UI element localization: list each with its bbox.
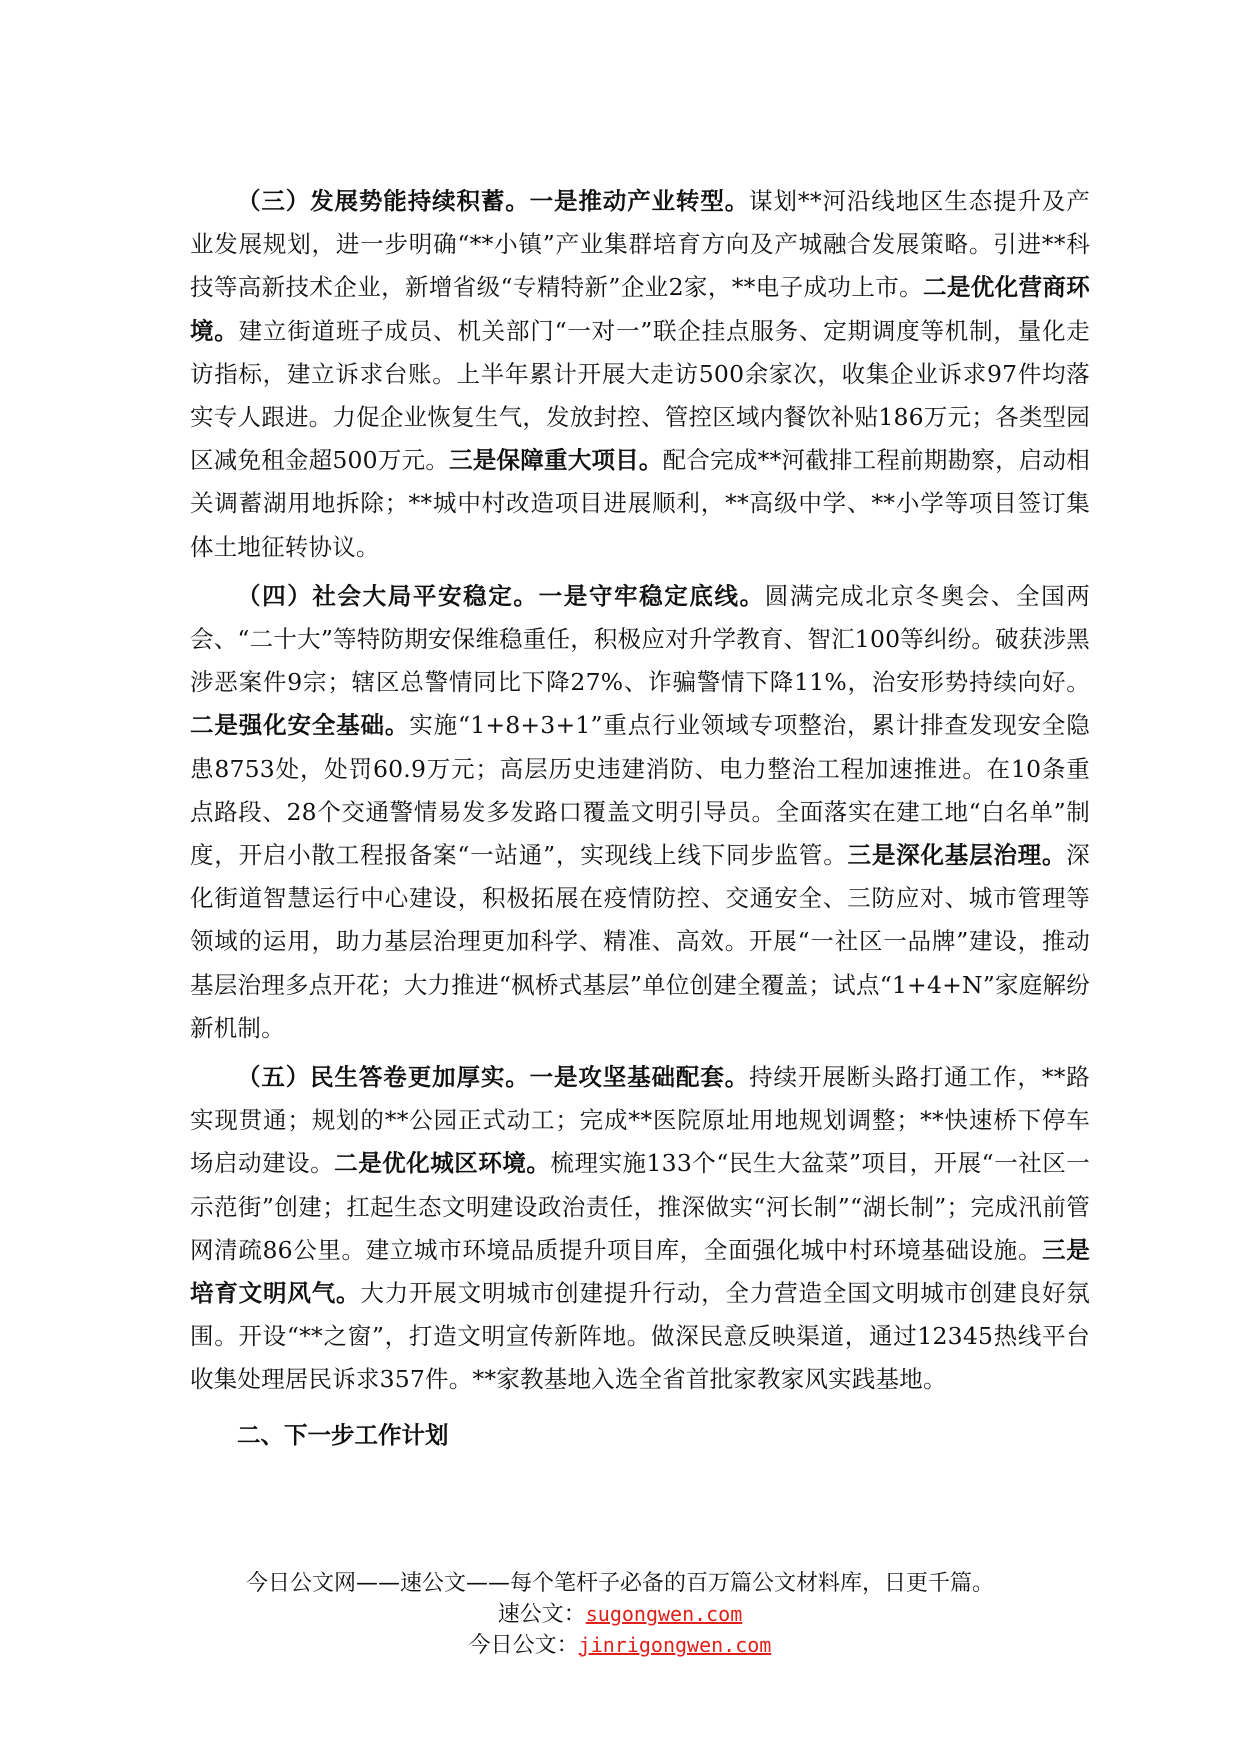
bold-phrase: （三）发展势能持续积蓄。 xyxy=(237,187,530,215)
body-text: 建立街道班子成员、机关部门“一对一”联企挂点服务、定期调度等机制，量化走访指标，建立诉求台账。上半年累计开展大走访500余家次，收集企业诉求97件均落实专人跟进。力促企业恢复生气，发放封控、管控区域内餐饮补贴186万元；各类型园区减免租金超500万元。 xyxy=(190,316,1090,475)
body-text: 实施“1+8+3+1”重点行业领域专项整治，累计排查发现安全隐患8753处，处罚60.9万元；高层历史违建消防、电力整治工程加速推进。在10条重点路段、28个交通警情易发多发路口覆盖文明引导员。全面落实在建工地“白名单”制度，开启小散工程报备案“一站通”，实现线上线下同步监管。 xyxy=(190,711,1090,870)
document-body xyxy=(190,180,1090,1457)
footer-jinrigongwen-label: 今日公文： xyxy=(468,1633,579,1658)
body-text: 持续开展断头路打通工作，**路实现贯通；规划的**公园正式动工；完成**医院原址用地规划调整；**快速桥下停车场启动建设。 xyxy=(190,1063,1090,1178)
bold-phrase: 三是培育文明风气。 xyxy=(190,1235,1090,1308)
footer-sugongwen-row xyxy=(0,1599,1240,1630)
footer-sugongwen-link[interactable]: sugongwen.com xyxy=(585,1602,743,1626)
body-text: 配合完成**河截排工程前期勘察，启动相关调蓄湖用地拆除；**城中村改造项目进展顺利，**高级中学、**小学等项目签订集体土地征转协议。 xyxy=(190,446,1090,561)
footer-jinrigongwen-row xyxy=(0,1630,1240,1661)
bold-phrase: 一是推动产业转型。 xyxy=(529,187,750,215)
paragraph-livelihood xyxy=(190,1056,1090,1402)
bold-phrase: 一是攻坚基础配套。 xyxy=(529,1063,750,1092)
bold-phrase: 二是优化城区环境。 xyxy=(334,1149,551,1178)
body-text: 梳理实施133个“民生大盆菜”项目，开展“一社区一示范街”创建；扛起生态文明建设政治责任，推深做实“河长制”“湖长制”；完成汛前管网清疏86公里。建立城市环境品质提升项目库，全面强化城中村环境基础设施。 xyxy=(190,1149,1090,1264)
paragraph-development-momentum xyxy=(190,180,1090,569)
bold-phrase: 三是保障重大项目。 xyxy=(449,446,663,475)
bold-phrase: （五）民生答卷更加厚实。 xyxy=(237,1063,530,1092)
bold-phrase: 二是强化安全基础。 xyxy=(190,711,410,740)
footer-slogan: 今日公文网——速公文——每个笔杆子必备的百万篇公文材料库，日更千篇。 xyxy=(245,1571,994,1596)
footer xyxy=(0,1568,1240,1661)
bold-phrase: （四）社会大局平安稳定。 xyxy=(237,581,539,610)
section-heading-next-plan: 二、下一步工作计划 xyxy=(237,1420,449,1449)
body-text: 圆满完成北京冬奥会、全国两会、“二十大”等特防期安保维稳重任，积极应对升学教育、智汇100等纠纷。破获涉黑涉恶案件9宗；辖区总警情同比下降27%、诈骗警情下降11%，治安形势持续向好。 xyxy=(190,581,1090,697)
bold-phrase: 二是优化营商环境。 xyxy=(190,273,1090,345)
bold-phrase: 三是深化基层治理。 xyxy=(847,841,1067,870)
bold-phrase: 一是守牢稳定底线。 xyxy=(538,581,765,610)
body-text: 大力开展文明城市创建提升行动，全力营造全国文明城市创建良好氛围。开设“**之窗”，打造文明宣传新阵地。做深民意反映渠道，通过12345热线平台收集处理居民诉求357件。**家教基地入选全省首批家教家风实践基地。 xyxy=(190,1279,1090,1394)
paragraph-social-stability xyxy=(190,575,1090,1050)
footer-jinrigongwen-link[interactable]: jinrigongwen.com xyxy=(578,1633,772,1657)
footer-sugongwen-label: 速公文： xyxy=(497,1602,586,1627)
body-text: 深化街道智慧运行中心建设，积极拓展在疫情防控、交通安全、三防应对、城市管理等领域的运用，助力基层治理更加科学、精准、高效。开展“一社区一品牌”建设，推动基层治理多点开花；大力推进“枫桥式基层”单位创建全覆盖；试点“1+4+N”家庭解纷新机制。 xyxy=(190,841,1090,1042)
body-text: 谋划**河沿线地区生态提升及产业发展规划，进一步明确“**小镇”产业集群培育方向及产城融合发展策略。引进**科技等高新技术企业，新增省级“专精特新”企业2家，**电子成功上市。 xyxy=(190,187,1090,302)
